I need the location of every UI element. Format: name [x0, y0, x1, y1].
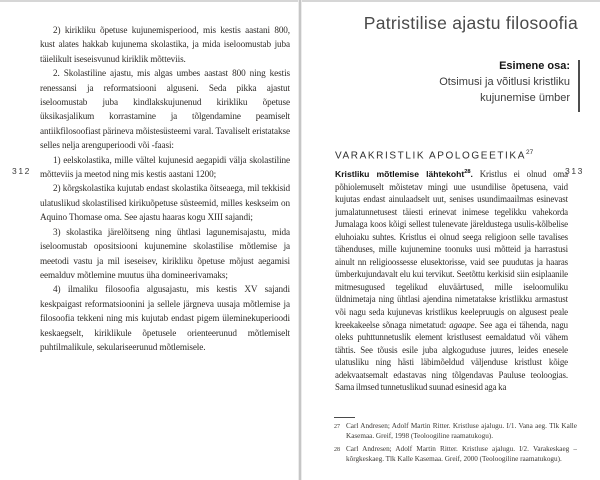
paragraph: 2) kõrgskolastika kujutab endast skolastika õitseaega, mil tekkisid ulatuslikud skolastilised kirikuõpetuse süsteemid, milles keskseim on Aquino Thomase oma. See ajastu haaras kogu XIII sajandi;: [40, 183, 290, 223]
right-page-number: 313: [565, 166, 584, 176]
section-heading-footnote-ref: 27: [525, 149, 534, 156]
left-page-text: [40, 23, 290, 379]
footnote-text: Carl Andresen; Adolf Martin Ritter. Kristluse ajalugu. I/2. Varakeskaeg – kõrgkeskaeg. Tlk Kalle Kasemaa. Greif, 2000 (Teoloogiline raamatukogu).: [346, 445, 577, 463]
paragraph: [335, 166, 568, 394]
part-subtitle-line2: kujunemise ümber: [480, 92, 570, 104]
part-label: Esimene osa:: [499, 60, 570, 72]
agape-term: agaape: [449, 319, 475, 330]
left-page-number: 312: [12, 166, 31, 176]
footnote-number: 27: [334, 424, 340, 430]
lead-period: .: [470, 168, 473, 179]
section-heading: [335, 149, 533, 161]
paragraph: 3) skolastika järelõitseng ning ühtlasi lagunemisajastu, mida iseloomustab opositsiooni kujunemine skolastilise mõtlemise ja meetodi vastu ja mil iseseisev, kirikliku õpetuse mõjust aegamisi eemalduv mõtlemine muutus üha domineerivamaks;: [40, 226, 290, 280]
footnotes: [334, 421, 577, 467]
part-heading-block: [439, 58, 570, 106]
footnote: [334, 421, 577, 441]
body-text-before-agape: Kristlus ei olnud oma põhiolemuselt mõistetav mingi uue usundilise õpetusena, vaid kujutas endast ainulaadselt uut, senises usundimaailmas esinevast jumalatunnetusest täiesti erinevat inimese tegelikku vahekorda Jumalaga koos kõigi sellest tulenevate järeldustega usulis-kõlbelise eluhoiaku suhtes. Kristlus ei olnud seega religioon selle tavalises tähenduses, mille kujunemine toonuks uusi mõtteid ja harrastusi ainult nn religioossesse elusektorisse, vaid see puudutas ja haaras ümberkujundavalt elu kui tervikut. Seetõttu kerkisid siin esiplaanile mitmesugused tegelikud eluväärtused, mille iseloomuliku üldnimetaja ning ühtlasi ajendina nimetatakse kristlikku armastust või nagu seda kujunevas kristlikus keelepruugis on algusest peale kreekakeelse sõnaga nimetatud:: [335, 168, 568, 330]
footnote-number: 28: [334, 447, 340, 453]
lead-phrase: Kristliku mõtlemise lähtekoht: [335, 168, 465, 179]
footnote-text: Carl Andresen; Adolf Martin Ritter. Kristluse ajalugu. I/1. Vana aeg. Tlk Kalle Kasemaa. Greif, 1998 (Teoloogiline raamatukogu).: [346, 422, 577, 440]
page-divider: [299, 0, 301, 480]
paragraph: 4) ilmaliku filosoofia algusajastu, mis kestis XV sajandi keskpaigast reformatsioonini ja sellele järgneva uusaja mõtlemise ja filosoofia tekkeni ning mis kujutab endast pigem üleminekuperioodi keskaegselt, kiriklikule õpetusele orienteerunud mõtlemiselt puhtilmalikule, sekulariseerunud mõtlemisele.: [40, 284, 290, 352]
lead-footnote-ref: 28: [464, 169, 471, 175]
footnote: [334, 444, 577, 464]
footnote-separator: [334, 417, 355, 418]
section-heading-text: VARAKRISTLIK APOLOGEETIKA: [335, 150, 526, 162]
body-text-after-agape: . See aga ei tähenda, nagu oleks puhttunnetuslik element kristlusest eemaldatud või vähem tähtis. See tõusis esile juba algkoguduse juures, leides enesele ulatusliku ning hästi läbimõeldud väljenduse kristlust kõige adekvaatsemalt edastavas ning tõlgendavas Pauluse teoloogias. Sama ilmsed tunnetuslikud suunad esinesid aga ka: [335, 319, 568, 393]
paragraph: 2) kirikliku õpetuse kujunemisperiood, mis kestis aastani 800, kust alates hakkab kujunema skolastika, ja mida iseloomustab juba täielikult iseseisvunud kiriklik mõtteviis.: [40, 25, 290, 64]
part-vertical-bar: [578, 60, 580, 112]
part-subtitle-line1: Otsimusi ja võitlusi kristliku: [439, 76, 570, 88]
chapter-title: Patristilise ajastu filosoofia: [363, 13, 578, 33]
paragraph: 2. Skolastiline ajastu, mis algas umbes aastast 800 ning kestis renessansi ja reformatsiooni alguseni. Seda pikka ajastut iseloomustab juba kindlakskujunenud kirikliku õpetuse üksikasjalikum korrastamine ja tõlgendamine peamiselt antiikfilosoofiast pärineva mõistesüsteemi varal. Tavaliselt eristatakse selles nelja arenguperioodi või -faasi:: [40, 68, 290, 151]
paragraph: 1) eelskolastika, mille vältel kujunesid aegapidi välja skolastiline mõtteviis ja meetod ning mis kestis aastani 1200;: [40, 154, 290, 180]
right-page-text: [335, 166, 568, 414]
